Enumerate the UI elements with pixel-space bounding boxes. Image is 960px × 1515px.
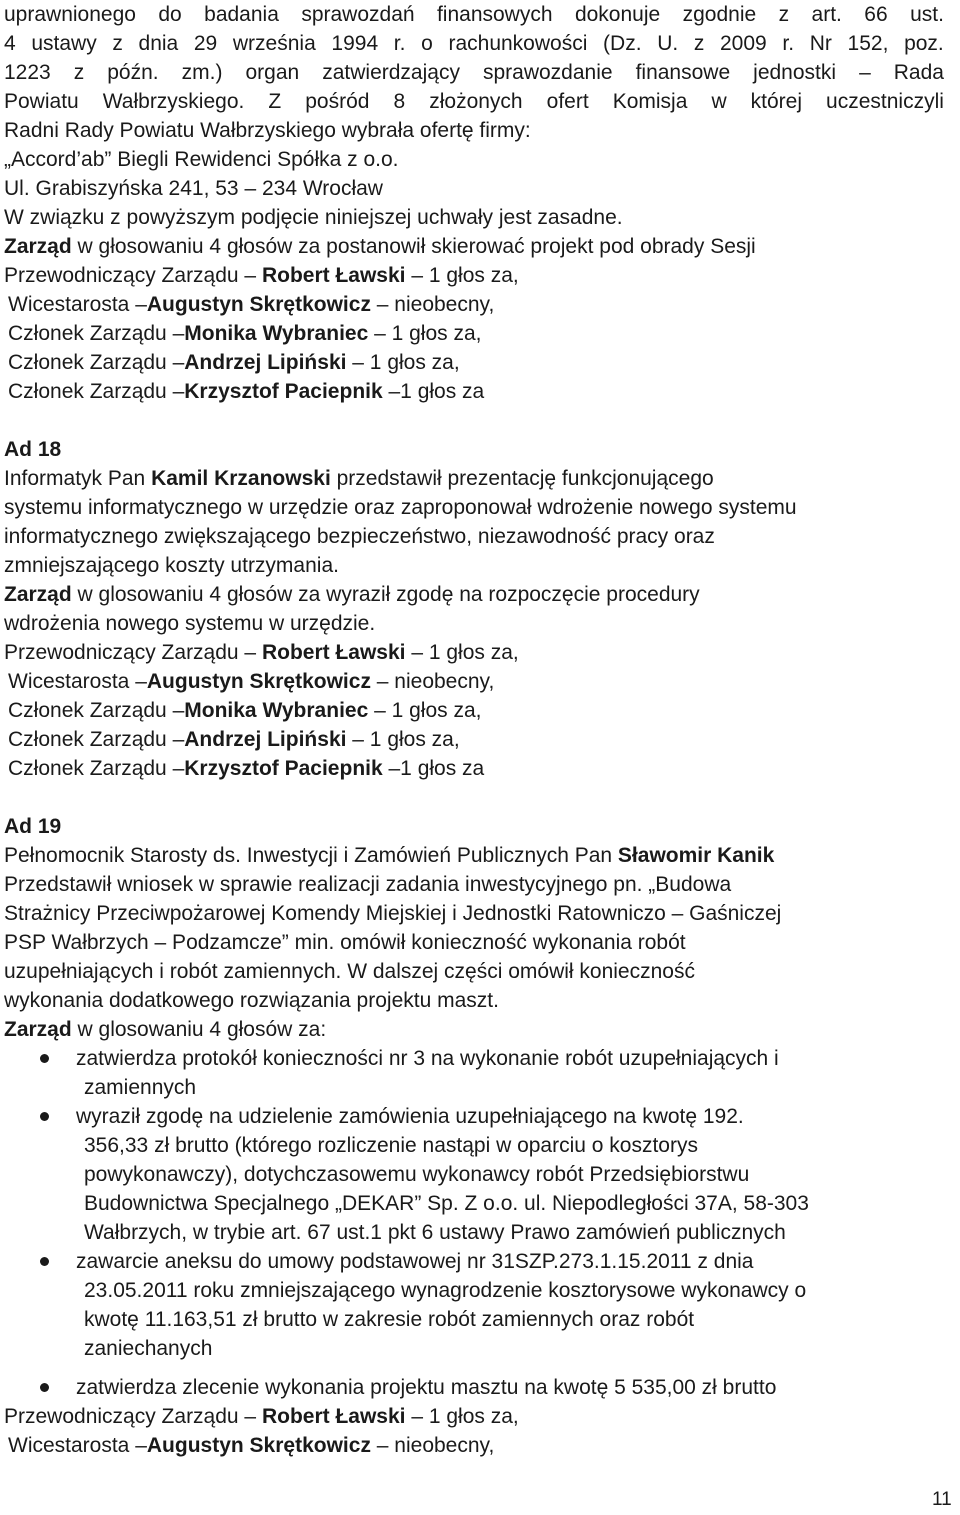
board-label: Zarząd (4, 1018, 72, 1041)
paragraph-line: Ul. Grabiszyńska 241, 53 – 234 Wrocław (4, 177, 383, 200)
paragraph-line: PSP Wałbrzych – Podzamcze” min. omówił konieczność wykonania robót (4, 931, 686, 954)
vote-row (8, 754, 944, 783)
vote-row (8, 348, 944, 377)
vote-member-name: Monika Wybraniec (184, 699, 369, 722)
list-item-continuation: kwotę 11.163,51 zł brutto w zakresie robót zamiennych oraz robót (84, 1308, 695, 1331)
vote-row (8, 725, 944, 754)
vote-member-name: Krzysztof Paciepnik (184, 757, 383, 780)
page-number: 11 (932, 1489, 952, 1510)
board-label: Zarząd (4, 583, 72, 606)
paragraph-line: wykonania dodatkowego rozwiązania projektu maszt. (4, 989, 499, 1012)
list-item-continuation: Wałbrzych, w trybie art. 67 ust.1 pkt 6 ustawy Prawo zamówień publicznych (84, 1221, 786, 1244)
person-name: Kamil Krzanowski (151, 467, 331, 490)
vote-row (4, 261, 944, 290)
list-item-continuation: powykonawczy), dotychczasowemu wykonawcy robót Przedsiębiorstwu (84, 1163, 750, 1186)
paragraph-line: zmniejszającego koszty utrzymania. (4, 554, 339, 577)
vote-row (8, 290, 944, 319)
vote-member-name: Robert Ławski (261, 641, 406, 664)
section-heading-ad18: Ad 18 (4, 438, 62, 461)
list-item-continuation: zamiennych (84, 1076, 197, 1099)
vote-member-name: Andrzej Lipiński (184, 728, 347, 751)
text: Informatyk Pan (4, 467, 152, 490)
vote-row (4, 638, 944, 667)
list-item-continuation: 23.05.2011 roku zmniejszającego wynagrodzenie kosztorysowe wykonawcy o (84, 1279, 807, 1302)
vote-intro (4, 232, 944, 261)
text: Pełnomocnik Starosty ds. Inwestycji i Zamówień Publicznych Pan (4, 844, 618, 867)
paragraph-line: systemu informatycznego w urzędzie oraz zaproponował wdrożenie nowego systemu (4, 496, 797, 519)
list-item: wyraził zgodę na udzielenie zamówienia uzupełniającego na kwotę 192. (76, 1105, 744, 1128)
list-item: zatwierdza protokół konieczności nr 3 na wykonanie robót uzupełniających i (76, 1047, 779, 1070)
vote-member-name: Robert Ławski (261, 264, 406, 287)
vote-row (8, 319, 944, 348)
vote-member-name: Augustyn Skrętkowicz (146, 670, 371, 693)
vote-role: Członek Zarządu – (8, 351, 185, 374)
vote-member-name: Monika Wybraniec (184, 322, 369, 345)
paragraph-line: uprawnionego do badania sprawozdań finansowych dokonuje zgodnie z art. 66 ust. (4, 3, 944, 26)
vote-row (8, 1431, 944, 1460)
list-item-continuation: 356,33 zł brutto (którego rozliczenie nastąpi w oparciu o kosztorys (84, 1134, 698, 1157)
vote-result: – nieobecny, (370, 670, 495, 693)
list-item: zawarcie aneksu do umowy podstawowej nr 31SZP.273.1.15.2011 z dnia (76, 1250, 754, 1273)
vote-result: – 1 głos za, (405, 264, 519, 287)
vote-result: – 1 głos za, (405, 1405, 519, 1428)
vote-intro-text: w glosowaniu 4 głosów za: (71, 1018, 327, 1041)
vote-member-name: Augustyn Skrętkowicz (146, 1434, 371, 1457)
bullet-icon (40, 1383, 49, 1392)
paragraph-line: informatycznego zwiększającego bezpieczeństwo, niezawodność pracy oraz (4, 525, 715, 548)
vote-result: – 1 głos za, (368, 322, 482, 345)
paragraph-line: „Accord’ab” Biegli Rewidenci Spółka z o.o. (4, 148, 399, 171)
vote-role: Członek Zarządu – (8, 322, 185, 345)
vote-role: Wicestarosta – (8, 670, 147, 693)
vote-role: Przewodniczący Zarządu – (4, 1405, 262, 1428)
vote-result: – 1 głos za, (368, 699, 482, 722)
list-item-continuation: zaniechanych (84, 1337, 213, 1360)
paragraph-line (4, 464, 944, 493)
vote-role: Wicestarosta – (8, 1434, 147, 1457)
paragraph-line: uzupełniających i robót zamiennych. W dalszej części omówił konieczność (4, 960, 695, 983)
list-item: zatwierdza zlecenie wykonania projektu masztu na kwotę 5 535,00 zł brutto (76, 1376, 777, 1399)
vote-member-name: Augustyn Skrętkowicz (146, 293, 371, 316)
text: przedstawił prezentację funkcjonującego (330, 467, 714, 490)
vote-role: Członek Zarządu – (8, 757, 185, 780)
board-label: Zarząd (4, 235, 72, 258)
paragraph-line: Powiatu Wałbrzyskiego. Z pośród 8 złożonych ofert Komisja w której uczestniczyli (4, 90, 944, 113)
vote-member-name: Krzysztof Paciepnik (184, 380, 383, 403)
vote-intro (4, 580, 944, 609)
vote-result: – 1 głos za, (346, 351, 460, 374)
section-heading-ad19: Ad 19 (4, 815, 62, 838)
paragraph-line: Strażnicy Przeciwpożarowej Komendy Miejskiej i Jednostki Ratowniczo – Gaśniczej (4, 902, 782, 925)
vote-intro-text: w glosowaniu 4 głosów za wyraził zgodę na rozpoczęcie procedury (71, 583, 700, 606)
vote-role: Wicestarosta – (8, 293, 147, 316)
vote-role: Członek Zarządu – (8, 699, 185, 722)
vote-row (4, 1402, 944, 1431)
person-name: Sławomir Kanik (617, 844, 775, 867)
paragraph-line (4, 841, 944, 870)
paragraph-line: 1223 z późn. zm.) organ zatwierdzający sprawozdanie finansowe jednostki – Rada (4, 61, 944, 84)
paragraph-line: Przedstawił wniosek w sprawie realizacji zadania inwestycyjnego pn. „Budowa (4, 873, 732, 896)
vote-result: –1 głos za (382, 380, 485, 403)
paragraph-line: W związku z powyższym podjęcie niniejszej uchwały jest zasadne. (4, 206, 623, 229)
vote-result: – 1 głos za, (405, 641, 519, 664)
paragraph-line: 4 ustawy z dnia 29 września 1994 r. o rachunkowości (Dz. U. z 2009 r. Nr 152, poz. (4, 32, 944, 55)
vote-result: –1 głos za (382, 757, 485, 780)
bullet-icon (40, 1257, 49, 1266)
vote-member-name: Robert Ławski (261, 1405, 406, 1428)
vote-intro (4, 1015, 944, 1044)
vote-result: – 1 głos za, (346, 728, 460, 751)
vote-member-name: Andrzej Lipiński (184, 351, 347, 374)
paragraph-line: wdrożenia nowego systemu w urzędzie. (4, 612, 376, 635)
vote-role: Członek Zarządu – (8, 380, 185, 403)
vote-role: Przewodniczący Zarządu – (4, 641, 262, 664)
bullet-icon (40, 1112, 49, 1121)
vote-row (8, 667, 944, 696)
vote-result: – nieobecny, (370, 293, 495, 316)
bullet-icon (40, 1054, 49, 1063)
list-item-continuation: Budownictwa Specjalnego „DEKAR” Sp. Z o.o. ul. Niepodległości 37A, 58-303 (84, 1192, 809, 1215)
vote-role: Członek Zarządu – (8, 728, 185, 751)
vote-row (8, 377, 944, 406)
paragraph-line: Radni Rady Powiatu Wałbrzyskiego wybrała ofertę firmy: (4, 119, 531, 142)
vote-row (8, 696, 944, 725)
vote-result: – nieobecny, (370, 1434, 495, 1457)
vote-intro-text: w głosowaniu 4 głosów za postanowił skierować projekt pod obrady Sesji (71, 235, 756, 258)
vote-role: Przewodniczący Zarządu – (4, 264, 262, 287)
